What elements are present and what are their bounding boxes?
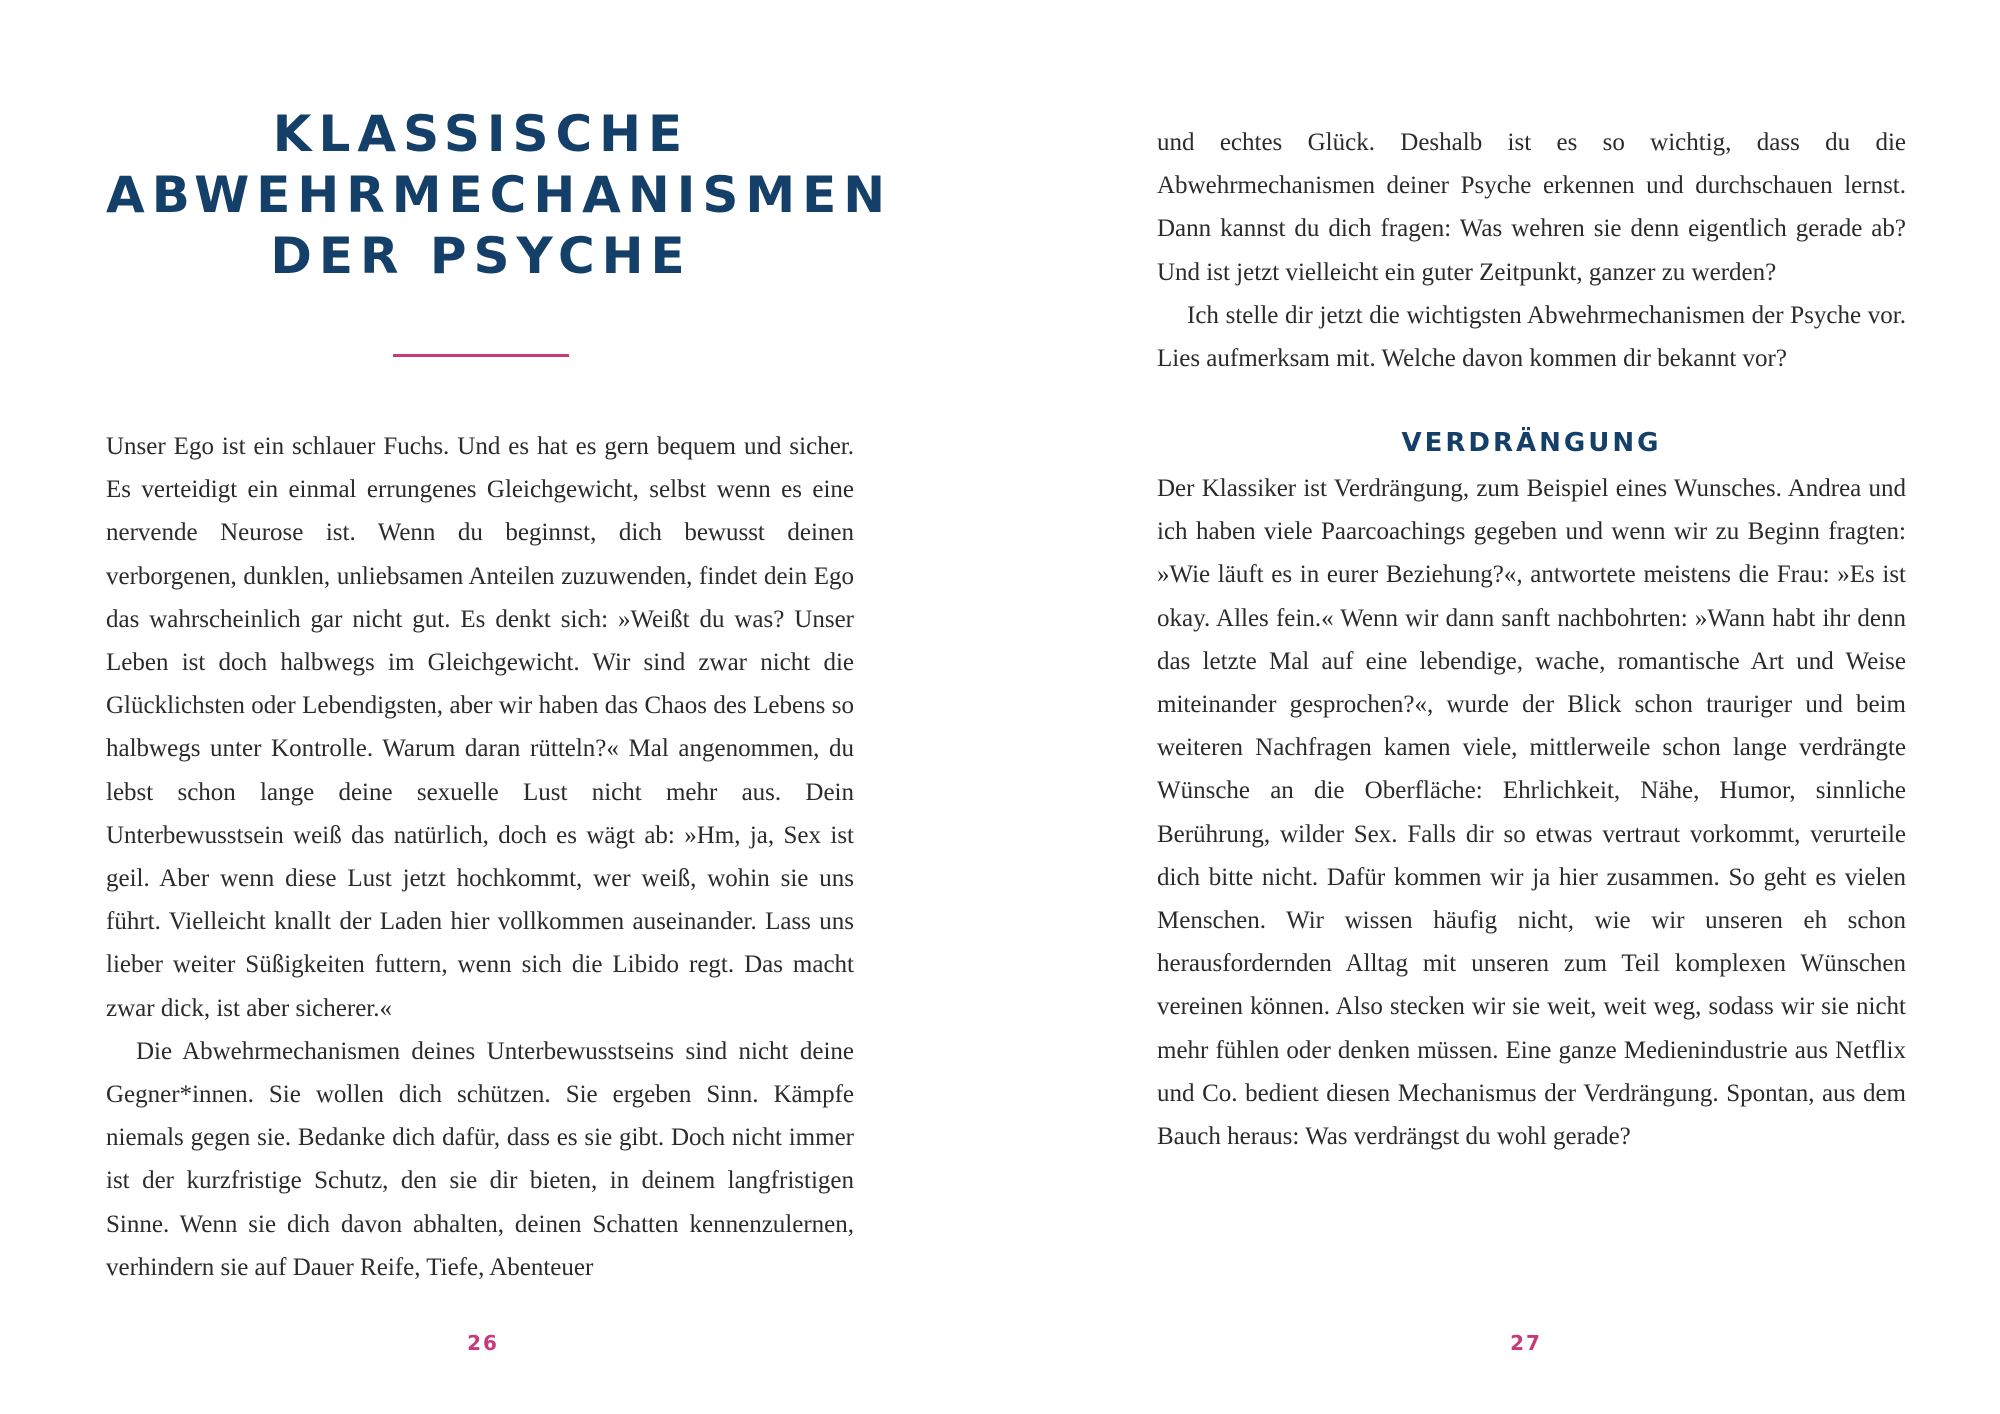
chapter-title (106, 104, 893, 287)
right-intro-text (1157, 121, 1906, 380)
page-number-right: 27 (1510, 1331, 1542, 1355)
chapter-title-line: KLASSISCHE (272, 105, 690, 163)
body-paragraph: Ich stelle dir jetzt die wichtigsten Abwehrmechanismen der Psyche vor. Lies aufmerksam mit. Welche davon kommen dir bekannt vor? (1157, 301, 1906, 373)
body-paragraph: Die Abwehrmechanismen deines Unterbewusstseins sind nicht deine Gegner*innen. Sie wollen dich schützen. Sie ergeben Sinn. Kämpfe niemals gegen sie. Bedanke dich dafür, dass es sie gibt. Doch nicht immer ist der kurzfristige Schutz, den sie dir bieten, in deinem langfristigen Sinne. Wenn sie dich davon abhalten, deinen Schatten kennenzulernen, verhindern sie auf Dauer Reife, Tiefe, Abenteuer (106, 1037, 854, 1281)
page-number-left: 26 (467, 1331, 499, 1355)
body-paragraph: Unser Ego ist ein schlauer Fuchs. Und es hat es gern bequem und sicher. Es verteidigt ein einmal errungenes Gleichgewicht, selbst wenn es eine nervende Neurose ist. Wenn du beginnst, dich bewusst deinen verborgenen, dunklen, unliebsamen Anteilen zuzuwenden, findet dein Ego das wahrscheinlich gar nicht gut. Es denkt sich: »Weißt du was? Unser Leben ist doch halbwegs im Gleichgewicht. Wir sind zwar nicht die Glücklichsten oder Lebendigsten, aber wir haben das Chaos des Lebens so halbwegs unter Kontrolle. Warum daran rütteln?« Mal angenommen, du lebst schon lange deine sexuelle Lust nicht mehr aus. Dein Unterbewusstsein weiß das natürlich, doch es wägt ab: »Hm, ja, Sex ist geil. Aber wenn diese Lust jetzt hochkommt, wer weiß, wohin sie uns führt. Vielleicht knallt der Laden hier vollkommen auseinander. Lass uns lieber weiter Süßigkeiten futtern, wenn sich die Libido regt. Das macht zwar dick, ist aber sicherer.« (106, 433, 854, 1022)
chapter-title-line: ABWEHRMECHANISMEN (106, 166, 893, 224)
body-paragraph: und echtes Glück. Deshalb ist es so wichtig, dass du die Abwehrmechanismen deiner Psyche erkennen und durchschauen lernst. Dann kannst du dich fragen: Was wehren sie denn eigentlich gerade ab? Und ist jetzt vielleicht ein guter Zeitpunkt, ganzer zu werden? (1157, 129, 1906, 286)
body-paragraph: Der Klassiker ist Verdrängung, zum Beispiel eines Wunsches. Andrea und ich haben viele Paarcoachings gegeben und wenn wir zu Beginn fragten: »Wie läuft es in eurer Beziehung?«, antwortete meistens die Frau: »Es ist okay. Alles fein.« Wenn wir dann sanft nachbohrten: »Wann habt ihr denn das letzte Mal auf eine lebendige, wache, romantische Art und Weise miteinander gesprochen?«, wurde der Blick schon trauriger und beim weiteren Nachfragen kamen viele, mittlerweile schon lange verdrängte Wünsche an die Oberfläche: Ehrlichkeit, Nähe, Humor, sinnliche Berührung, wilder Sex. Falls dir so etwas vertraut vorkommt, verurteile dich bitte nicht. Dafür kommen wir ja hier zusammen. So geht es vielen Menschen. Wir wissen häufig nicht, wie wir unseren eh schon herausfordernden Alltag mit unseren zum Teil komplexen Wünschen vereinen können. Also stecken wir sie weit, weit weg, sodass wir sie nicht mehr fühlen oder denken müssen. Eine ganze Medienindustrie aus Netflix und Co. bedient diesen Mechanismus der Verdrängung. Spontan, aus dem Bauch heraus: Was verdrängst du wohl gerade? (1157, 475, 1906, 1151)
section-heading: VERDRÄNGUNG (1401, 428, 1662, 458)
right-section-text (1157, 467, 1906, 1158)
left-body-text (106, 425, 854, 1289)
title-divider (393, 354, 569, 357)
chapter-title-line: DER PSYCHE (270, 227, 692, 285)
